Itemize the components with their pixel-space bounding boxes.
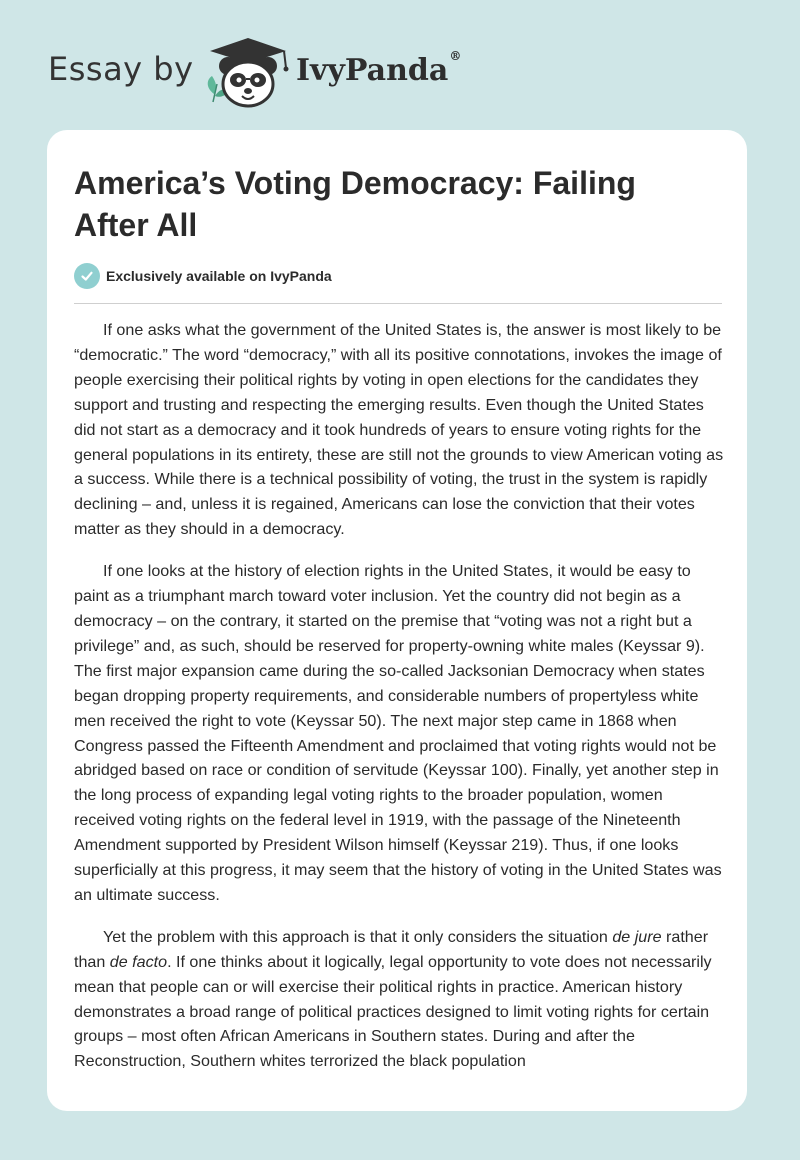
paragraph-2: If one looks at the history of election rights in the United States, it would be easy to paint as a triumphant march toward voter inclusion. Yet the country did not begin as a democracy – on the contrary, it started on the premise that “voting was not a right but a privilege” and, as such, should be reserved for property-owning white males (Keyssar 9). The first major expansion came during the so-called Jacksonian Democracy when states began dropping property requirements, and considerable numbers of propertyless white men received the right to vote (Keyssar 50). The next major step came in 1868 when Congress passed the Fifteenth Amendment and proclaimed that voting rights would not be abridged based on race or condition of servitude (Keyssar 100). Finally, yet another step in the long process of expanding legal voting rights to the broader population, women received voting rights on the federal level in 1919, with the passage of the Nineteenth Amendment supported by President Wilson himself (Keyssar 219). Thus, if one looks superficially at this progress, it may seem that the history of voting in the United States was an ultimate success. <box>74 562 722 904</box>
paragraph-3 <box>74 925 724 1074</box>
page-title: America’s Voting Democracy: Failing After All <box>74 165 636 243</box>
divider <box>74 303 722 304</box>
essay-card <box>47 130 747 1111</box>
paragraph-3-text-a: Yet the problem with this approach is that it only considers the situation <box>103 927 613 946</box>
de-jure-term: de jure <box>612 927 662 946</box>
registered-mark: ® <box>449 49 462 63</box>
site-header <box>0 0 800 120</box>
de-facto-term: de facto <box>109 952 168 971</box>
paragraph-1: If one asks what the government of the United States is, the answer is most likely to be “democratic.” The word “democracy,” with all its positive connotations, invokes the image of people exercising their political rights by voting in open elections for the candidates they support and trusting and respecting the emerging results. Even though the United States did not start as a democracy and it took hundreds of years to ensure voting rights for the general populations in its entirety, these are still not the grounds to view American voting as a success. While there is a technical possibility of voting, the trust in the system is rapidly declining – and, unless it is regained, Americans can lose the conviction that their votes matter as they should in a democracy. <box>74 321 724 539</box>
panda-logo-icon[interactable] <box>200 36 292 110</box>
paragraph-3-text-b: rather than <box>74 927 709 971</box>
check-icon <box>74 263 100 289</box>
exclusive-badge <box>74 262 332 290</box>
badge-label: Exclusively available on IvyPanda <box>106 268 332 284</box>
paragraph-3-text-c: . If one thinks about it logically, legal opportunity to vote does not necessarily mean that people can or will exercise their political rights in practice. American history demonstrates a broad range of political practices designed to limit voting rights for certain groups – most often African Americans in Southern states. During and after the Reconstruction, Southern whites terrorized the black population <box>74 952 712 1071</box>
essay-by-label: Essay by <box>48 50 194 88</box>
essay-body <box>74 318 724 1091</box>
brand-text: IvyPanda <box>296 53 449 88</box>
brand-name[interactable] <box>296 49 462 88</box>
